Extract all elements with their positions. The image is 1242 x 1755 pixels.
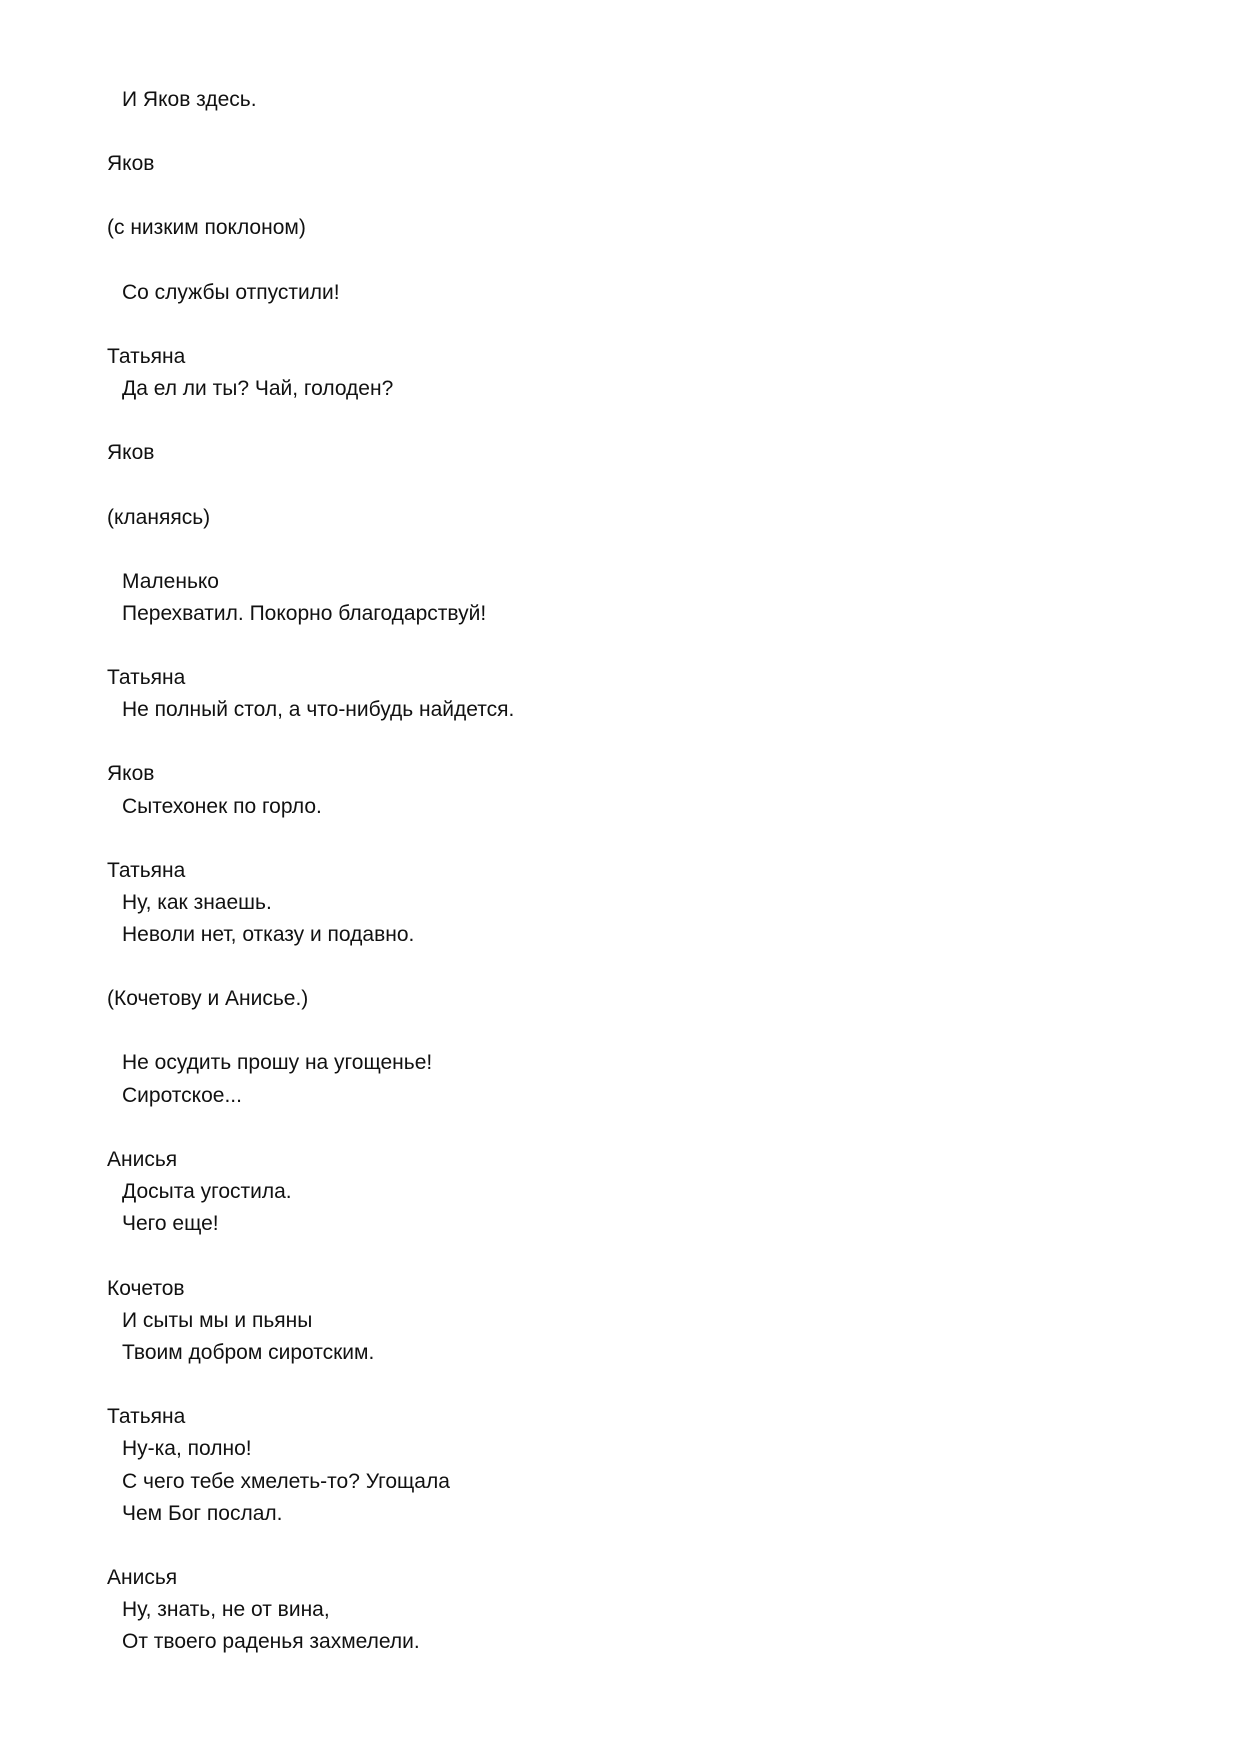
verse-line: Чем Бог послал. [122, 1502, 283, 1525]
verse-line: Чего еще! [122, 1212, 219, 1235]
speaker-name: Татьяна [107, 1405, 186, 1428]
stage-direction: (кланяясь) [107, 506, 211, 529]
speaker-name: Татьяна [107, 666, 186, 689]
stage-direction: (с низким поклоном) [107, 216, 306, 239]
speaker-name: Кочетов [107, 1277, 185, 1300]
verse-line: Твоим добром сиротским. [122, 1341, 375, 1364]
verse-line: Ну-ка, полно! [122, 1437, 252, 1460]
verse-line: Неволи нет, отказу и подавно. [122, 923, 415, 946]
verse-line: Сытехонек по горло. [122, 795, 322, 818]
verse-line: С чего тебе хмелеть-то? Угощала [122, 1470, 450, 1493]
speaker-name: Татьяна [107, 345, 186, 368]
verse-line: Не осудить прошу на угощенье! [122, 1051, 433, 1074]
verse-line: Со службы отпустили! [122, 281, 340, 304]
speaker-name: Татьяна [107, 859, 186, 882]
verse-line: И сыты мы и пьяны [122, 1309, 313, 1332]
speaker-name: Яков [107, 762, 155, 785]
speaker-name: Яков [107, 152, 155, 175]
verse-line: От твоего раденья захмелели. [122, 1630, 420, 1653]
verse-line: Перехватил. Покорно благодарствуй! [122, 602, 487, 625]
stage-direction: (Кочетову и Анисье.) [107, 987, 309, 1010]
verse-line: Ну, как знаешь. [122, 891, 272, 914]
verse-line: Досыта угостила. [122, 1180, 292, 1203]
speaker-name: Анисья [107, 1566, 178, 1589]
verse-line: Маленько [122, 570, 219, 593]
verse-line: Да ел ли ты? Чай, голоден? [122, 377, 394, 400]
verse-line: Не полный стол, а что-нибудь найдется. [122, 698, 515, 721]
speaker-name: Анисья [107, 1148, 178, 1171]
speaker-name: Яков [107, 441, 155, 464]
verse-line: И Яков здесь. [122, 88, 257, 111]
verse-line: Ну, знать, не от вина, [122, 1598, 330, 1621]
verse-line: Сиротское... [122, 1084, 242, 1107]
